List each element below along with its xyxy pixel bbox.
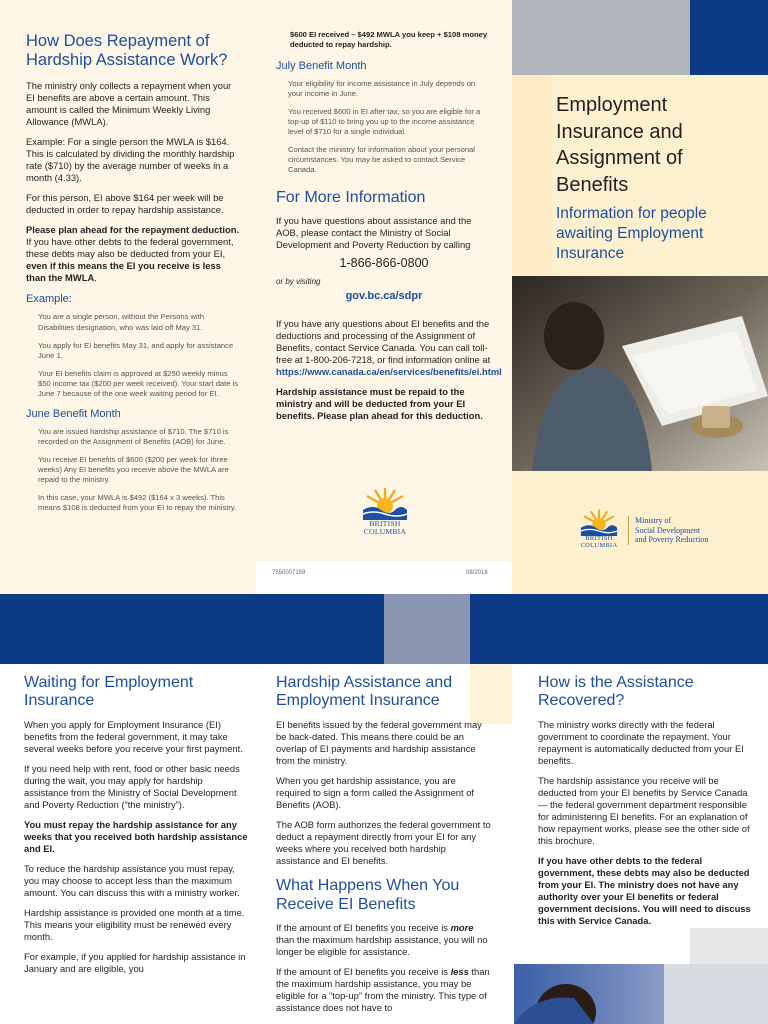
july-1: Your eligibility for income assistance in July depends on your income in June. [288, 78, 476, 98]
bottom-photo-illustration [514, 964, 768, 1024]
hardship-p1: EI benefits issued by the federal government may be back-dated. This means there could be an overlap of EI payments and hardship assistance from the ministry. [276, 718, 482, 766]
what-happens-more: more [450, 921, 474, 933]
what-happens-heading: What Happens When You Receive EI Benefits [276, 877, 460, 913]
recovered-p3: If you have other debts to the federal government, these debts may also be deducted from your EI. The ministry does not have any authority over your EI benefits or federal government decisions. You will need to discuss this with Service Canada. [538, 855, 751, 927]
waiting-heading: Waiting for Employment Insurance [24, 674, 194, 710]
cover-bc-text-1: BRITISH [585, 535, 613, 542]
more-info-heading: For More Information [276, 188, 426, 206]
bc-logo-mid [352, 486, 418, 536]
cover-subtitle: Information for people awaiting Employment Insurance [556, 205, 707, 263]
more-info-p3: Hardship assistance must be repaid to the ministry and will be deducted from your EI benefits. Please plan ahead for this deduction. [276, 385, 483, 421]
waiting-p5: Hardship assistance is provided one month at a time. This means your eligibility must be renewed every month. [24, 907, 245, 943]
hardship-p2: When you get hardship assistance, you are required to sign a form called the Assignment of Benefits (AOB). [276, 774, 475, 810]
website-link[interactable]: gov.bc.ca/sdpr [345, 290, 423, 303]
example-2: You apply for EI benefits May 31, and apply for assistance June 1. [38, 340, 234, 360]
recovered-p2: The hardship assistance you receive will be deducted from your EI benefits by Service Canada — the federal government department responsible for administering EI benefits. For an explanation of how repayment works, please see the other side of this brochure. [538, 774, 750, 847]
repayment-p1: The ministry only collects a repayment when your EI benefits are above a certain amount. This amount is called the Minimum Weekly Living Allowance (MWLA). [26, 79, 232, 128]
recovered-heading: How is the Assistance Recovered? [538, 674, 694, 710]
repayment-p4-end: . [94, 272, 97, 284]
what-happens-less: less [450, 966, 469, 977]
repayment-column [26, 32, 240, 521]
example-1: You are a single person, without the Persons with Disabilities designation, who was laid off May 31. [38, 312, 205, 332]
cover-title: Employment Insurance and Assignment of Benefits [556, 94, 683, 196]
more-info-p2-text: If you have any questions about EI benefits and the deductions and processing of the Assignment of Benefits, contact Service Canada. You can call toll-free at 1-800-206-7218, or find information online at [276, 317, 491, 365]
photo-illustration [512, 276, 768, 471]
what-happens-p2 [276, 966, 492, 1014]
june-2: You receive EI benefits of $600 ($200 per week for three weeks) Any EI benefits you receive above the MWLA are repaid to the ministry. [38, 454, 229, 484]
waiting-p1: When you apply for Employment Insurance (EI) benefits from the federal government, it may take several weeks before you receive your first payment. [24, 718, 243, 754]
what-happens-p2-c: than the maximum hardship assistance, you may be eligible for a “top-up” from the ministry. This type of assistance does not have to [276, 966, 490, 1014]
cover-bc-text-2: COLUMBIA [580, 541, 618, 549]
what-happens-p2-a: If the amount of EI benefits you receive is [276, 966, 451, 977]
what-happens-p1-c: than the maximum hardship assistance, you will no longer be eligible for assistance. [276, 933, 488, 957]
waiting-p6: For example, if you applied for hardship assistance in January and are eligible, you [24, 951, 246, 975]
calc-text: $600 EI received – $492 MWLA you keep + $108 money deducted to repay hardship. [290, 30, 488, 50]
july-2: You received $600 in EI after tax, so you are eligible for a top-up of $110 to bring you up to the income assistance level of $710 for a single individual. [288, 106, 481, 136]
hardship-heading: Hardship Assistance and Employment Insurance [276, 674, 453, 710]
bottom-photo [514, 964, 768, 1024]
example-3: Your EI benefits claim is approved at $250 weekly minus $50 income tax ($200 per week received). Your start date is June 7 because of the one week waiting period for EI. [38, 368, 239, 398]
repayment-p4-bold2: even if this means the EI you receive is less than the MWLA [26, 260, 221, 284]
repayment-p4-bold: Please plan ahead for the repayment deduction. [26, 224, 240, 236]
bc-text-2: COLUMBIA [363, 526, 407, 536]
june-1: You are issued hardship assistance of $710. The $710 is recorded on the Assignment of Benefits (AOB) for June. [38, 426, 229, 446]
divider-grey-block [384, 594, 470, 664]
example-label: Example: [26, 293, 72, 306]
canada-link[interactable]: https://www.canada.ca/en/services/benefits/ei.html [276, 365, 502, 377]
waiting-p4: To reduce the hardship assistance you must repay, you may choose to accept less than the maximum amount. You can discuss this with a ministry worker. [24, 863, 240, 899]
ministry-line-1: Ministry of [635, 516, 672, 525]
repayment-p3: For this person, EI above $164 per week will be deducted in order to repay hardship assistance. [26, 192, 224, 216]
june-3: In this case, your MWLA is $492 ($164 x 3 weeks). This means $108 is deducted from your EI to repay the ministry. [38, 492, 237, 512]
ministry-line-2: Social Development [635, 525, 701, 535]
hardship-column [276, 674, 492, 1022]
repayment-p4-rest: If you have other debts to the federal government, these debts may also be deducted from your EI, [26, 236, 234, 260]
ministry-name [628, 516, 708, 545]
cover-navy-block [690, 0, 768, 75]
waiting-p3: You must repay the hardship assistance for any weeks that you received both hardship assistance and EI. [24, 819, 248, 855]
waiting-column [24, 674, 248, 983]
cover-cream-block [512, 75, 552, 275]
what-happens-p1-a: If the amount of EI benefits you receive is [276, 921, 451, 933]
info-column [276, 30, 502, 430]
bc-sun-icon-cover [579, 508, 619, 536]
more-info-p1: If you have questions about assistance and the AOB, please contact the Ministry of Social Development and Poverty Reduction by calling [276, 215, 472, 251]
document-date: 08/2018 [466, 570, 488, 576]
repayment-p4 [26, 224, 240, 284]
bc-logo-cover [572, 508, 626, 550]
calc-line [276, 30, 492, 51]
july-label: July Benefit Month [276, 59, 367, 72]
july-3: Contact the ministry for information about your personal circumstances. You may be asked to contact Service Canada. [288, 144, 475, 174]
waiting-p2: If you need help with rent, food or other basic needs during the wait, you may apply for hardship assistance from the Ministry of Social Development and Poverty Reduction (“the ministry”). [24, 762, 240, 810]
document-number: 7550007159 [272, 570, 306, 576]
bc-text-1: BRITISH [369, 519, 401, 528]
footer-strip [256, 562, 512, 594]
recovered-column [538, 674, 756, 935]
cover-photo [512, 276, 768, 471]
phone-number: 1-866-866-0800 [339, 256, 429, 271]
recovered-p1: The ministry works directly with the federal government to coordinate the repayment. Your repayment is automatically deducted from your EI benefits. [538, 718, 744, 766]
or-visiting: or by visiting [276, 277, 321, 287]
repayment-heading: How Does Repayment of Hardship Assistance Work? [26, 32, 228, 69]
june-label: June Benefit Month [26, 407, 121, 420]
bc-sun-icon [361, 486, 409, 520]
repayment-p2: Example: For a single person the MWLA is $164. This is calculated by dividing the monthly hardship rate ($710) by the average number of weeks in a month (4.33). [26, 136, 235, 184]
ministry-line-3: and Poverty Reduction [635, 535, 709, 545]
what-happens-p1 [276, 922, 492, 958]
cover-grey-block [512, 0, 690, 75]
hardship-p3: The AOB form authorizes the federal government to deduct a repayment directly from your EI for any weeks where you received both hardship assistance and EI benefits. [276, 819, 491, 867]
more-info-p2 [276, 317, 502, 378]
